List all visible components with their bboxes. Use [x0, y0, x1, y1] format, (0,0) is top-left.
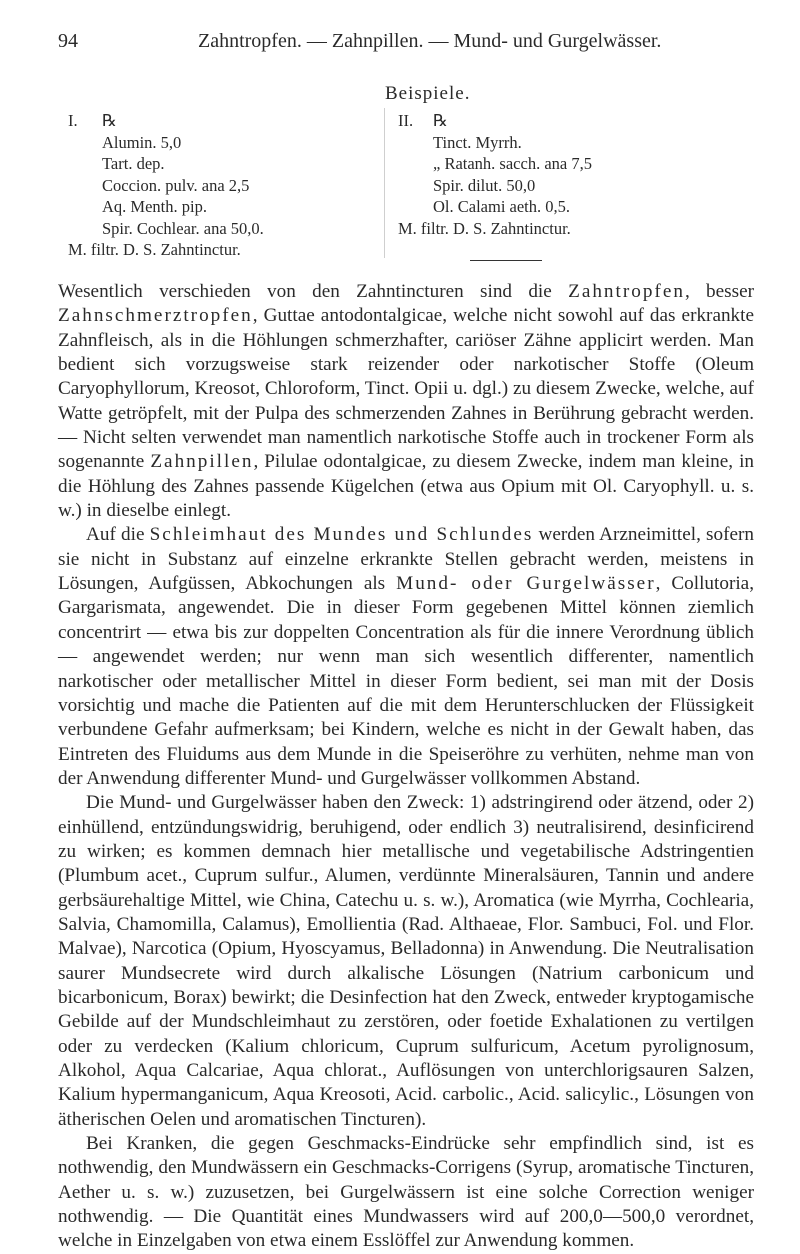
recipe-line: Tart. dep.	[102, 154, 165, 173]
recipe-line: Aq. Menth. pip.	[102, 197, 207, 216]
spaced-term: Zahntropfen	[568, 281, 685, 302]
recipe-1	[68, 110, 358, 261]
section-divider	[470, 260, 542, 261]
text-run: werden Arzneimittel, sofern sie nicht in Substanz auf einzelne erkrankte Stellen gebracht werden, meistens in Lösungen, Aufgüssen, Abkochungen als	[58, 524, 755, 595]
recipe-symbol: ℞	[433, 111, 448, 130]
recipe-number: I.	[68, 111, 78, 130]
recipe-line: Spir. Cochlear. ana 50,0.	[102, 218, 264, 238]
column-separator	[384, 108, 385, 258]
text-run: , Pilulae odontalgicae, zu diesem Zwecke, indem man kleine, in die Höhlung des Zahnes passende Kügelchen (etwa aus Opium mit Ol. Caryophyll. u. s. w.) in dieselbe einlegt.	[58, 451, 754, 522]
page-number: 94	[58, 30, 78, 52]
recipe-line: Tinct. Myrrh.	[433, 132, 522, 152]
spaced-term: Schleimhaut des Mundes und Schlundes	[149, 524, 534, 546]
recipe-number: II.	[398, 111, 414, 130]
recipe-line: „ Ratanh. sacch. ana 7,5	[433, 154, 592, 173]
paragraph-2	[58, 523, 754, 791]
spaced-term: Zahnschmerztropfen	[58, 305, 253, 327]
text-run: , Collutoria, Gargarismata, angewendet. Die in dieser Form gegebenen Mittel können ziemlich concentrirt — etwa bis zur doppelten Concentration als für die innere Verordnung üblich — angewendet werden; nur wenn man sich wesentlich differenter, namentlich narkotischer oder metallischer Mittel in dieser Form bedient, sei man mit der Dosis vorsichtig und mache die Patienten auf die mit dem Herunterschlucken der Flüssigkeit verbundene Gefahr aufmerksam; bei Kindern, welche es nicht in der Gewalt haben, das Eintreten des Fluidums aus dem Munde in die Speiseröhre zu verhüten, nehme man von der Anwendung differenter Mund- und Gurgelwässer vollkommen Abstand.	[58, 573, 754, 789]
text-run: Bei Kranken, die gegen Geschmacks-Eindrücke sehr empfindlich sind, ist es nothwendig, den Mundwässern ein Geschmacks-Corrigens (Syrup, aromatische Tincturen, Aether u. s. w.) zuzusetzen, bei Gurgelwässern ist eine solche Correction weniger nothwendig. — Die Quantität eines Mundwassers wird auf 200,0—500,0 verordnet, welche in Einzelgaben von etwa einem Esslöffel zur Anwendung kommen.	[58, 1133, 754, 1252]
text-run: , besser	[684, 281, 754, 302]
examples-heading: Beispiele.	[385, 83, 471, 104]
paragraph-4	[58, 1132, 754, 1254]
text-run: , Guttae antodontalgicae, welche nicht sowohl auf das erkrankte Zahnfleisch, als in die Höhlungen schmerzhafter, cariöser Zähne applicirt werden. Man bedient sich vorzugsweise stark reizender oder narkotischer Stoffe (Oleum Caryophyllorum, Kreosot, Chloroform, Tinct. Opii u. dgl.) zu diesem Zwecke, welche, auf Watte getröpfelt, mit der Pulpa des schmerzenden Zahnes in Berührung gebracht werden. — Nicht selten verwendet man namentlich narkotische Stoffe auch in trockener Form als sogenannte	[58, 305, 754, 473]
recipe-line: Coccion. pulv. ana 2,5	[102, 175, 250, 195]
text-run: Wesentlich verschieden von den Zahntincturen sind die	[58, 281, 569, 302]
recipe-closing: M. filtr. D. S. Zahntinctur.	[68, 240, 241, 259]
paragraph-1	[58, 280, 754, 523]
running-head: Zahntropfen. — Zahnpillen. — Mund- und Gurgelwässer.	[198, 30, 662, 52]
paragraph-3	[58, 791, 754, 1132]
recipe-line: Alumin. 5,0	[102, 132, 182, 152]
recipe-2	[398, 110, 718, 239]
text-run: Auf die	[86, 524, 150, 546]
recipe-line: Spir. dilut. 50,0	[433, 175, 536, 195]
spaced-term: Zahnpillen	[150, 451, 254, 473]
body-text	[58, 280, 754, 1254]
recipe-closing: M. filtr. D. S. Zahntinctur.	[398, 218, 571, 238]
text-run: Die Mund- und Gurgelwässer haben den Zweck: 1) adstringirend oder ätzend, oder 2) einhüllend, entzündungswidrig, beruhigend, oder endlich 3) neutralisirend, desinficirend zu wirken; es kommen demnach hier metallische und vegetabilische Adstringentien (Plumbum acet., Cuprum sulfur., Alumen, verdünnte Mineralsäuren, Tannin und andere gerbsäurehaltige Mittel, wie China, Catechu u. s. w.), Aromatica (wie Myrrha, Cochlearia, Salvia, Chamomilla, Calamus), Emollientia (Rad. Althaeae, Flor. Sambuci, Fol. und Flor. Malvae), Narcotica (Opium, Hyoscyamus, Belladonna) in Anwendung. Die Neutralisation saurer Mundsecrete wird durch alkalische Lösungen (Natrium carbonicum und bicarbonicum, Borax) bewirkt; die Desinfection hat den Zweck, entweder kryptogamische Gebilde auf der Mundschleimhaut zu zerstören, oder foetide Exhalationen zu vertilgen oder zu verdecken (Kalium chloricum, Cuprum sulfuricum, Acetum pyrolignosum, Alkohol, Aqua Calcariae, Aqua chlorat., Auflösungen von unterchlorigsauren Salzen, Kalium hypermanganicum, Aqua Kreosoti, Acid. carbolic., Acid. salicylic., Lösungen von ätherischen Oelen und aromatischen Tincturen).	[58, 792, 754, 1130]
spaced-term: Mund- oder Gurgelwässer	[396, 573, 656, 595]
page-header	[58, 30, 748, 56]
recipe-symbol: ℞	[102, 111, 117, 130]
recipe-line: Ol. Calami aeth. 0,5.	[433, 197, 571, 216]
